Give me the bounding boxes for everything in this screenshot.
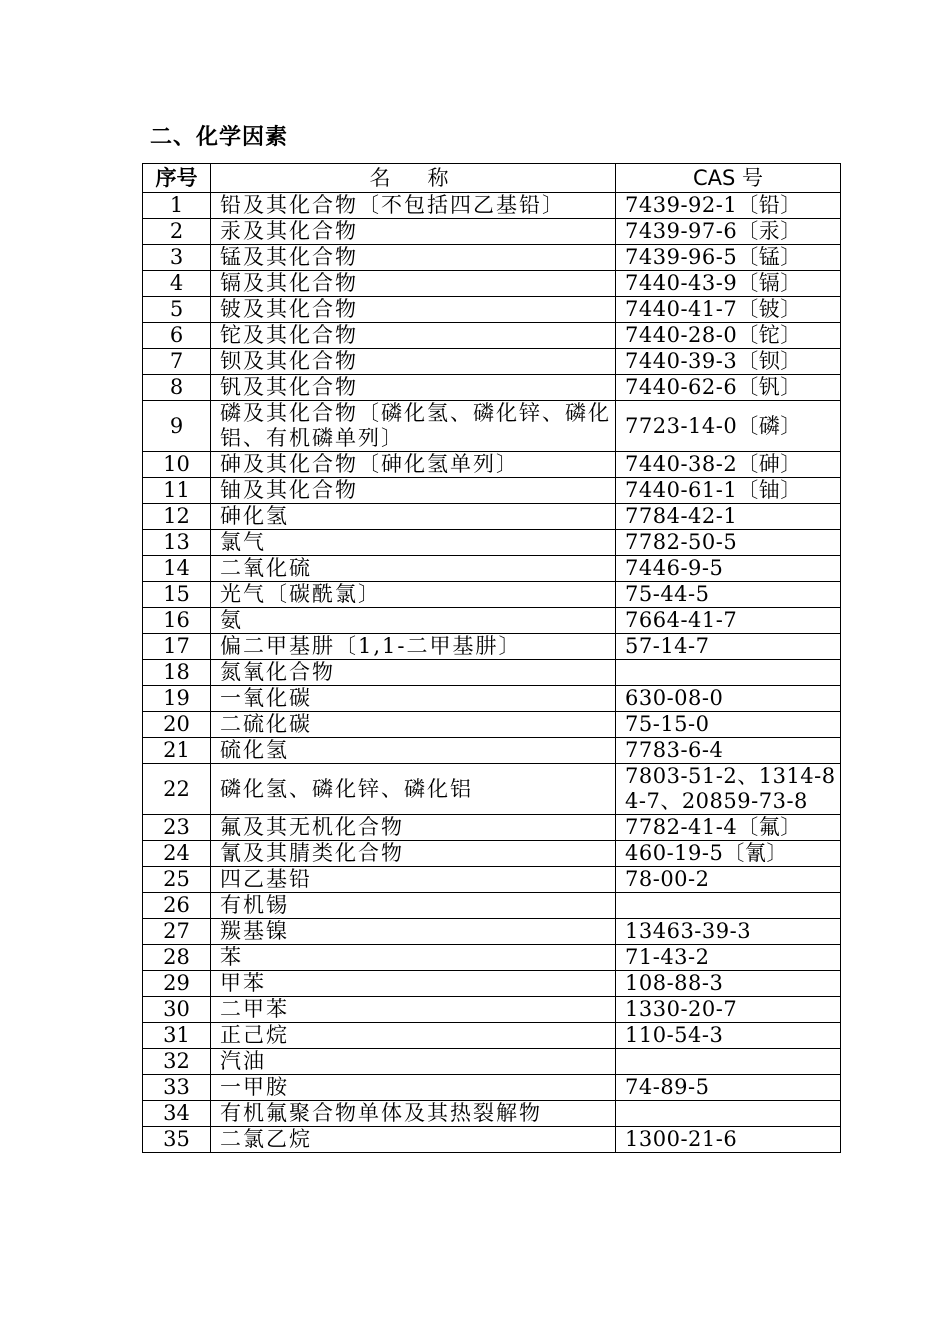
cas-number: 7440-38-2〔砷〕 — [616, 452, 841, 478]
chemical-name: 锰及其化合物 — [211, 245, 616, 271]
cas-number: 7664-41-7 — [616, 608, 841, 634]
table-row — [143, 530, 841, 556]
table-row — [143, 841, 841, 867]
row-number: 28 — [143, 945, 211, 971]
chemical-name: 一氧化碳 — [211, 686, 616, 712]
table-row — [143, 634, 841, 660]
row-number: 24 — [143, 841, 211, 867]
header-name: 名 称 — [211, 164, 616, 193]
table-row — [143, 686, 841, 712]
table-row — [143, 971, 841, 997]
chemical-name: 有机氟聚合物单体及其热裂解物 — [211, 1101, 616, 1127]
chemical-name: 氨 — [211, 608, 616, 634]
chemical-name: 苯 — [211, 945, 616, 971]
table-row — [143, 193, 841, 219]
chemical-name: 二氧化硫 — [211, 556, 616, 582]
cas-number: 7440-39-3〔钡〕 — [616, 349, 841, 375]
cas-number: 460-19-5〔氰〕 — [616, 841, 841, 867]
header-row — [143, 164, 841, 193]
chemical-name: 硫化氢 — [211, 738, 616, 764]
table-row — [143, 556, 841, 582]
cas-number: 7439-97-6〔汞〕 — [616, 219, 841, 245]
row-number: 20 — [143, 712, 211, 738]
row-number: 16 — [143, 608, 211, 634]
row-number: 27 — [143, 919, 211, 945]
chemical-name: 铊及其化合物 — [211, 323, 616, 349]
row-number: 4 — [143, 271, 211, 297]
table-row — [143, 919, 841, 945]
chemical-name: 钡及其化合物 — [211, 349, 616, 375]
chemical-name: 二甲苯 — [211, 997, 616, 1023]
chemical-name: 氰及其腈类化合物 — [211, 841, 616, 867]
row-number: 5 — [143, 297, 211, 323]
table-row — [143, 1075, 841, 1101]
table-row — [143, 478, 841, 504]
cas-number: 57-14-7 — [616, 634, 841, 660]
chemical-name: 砷及其化合物〔砷化氢单列〕 — [211, 452, 616, 478]
row-number: 33 — [143, 1075, 211, 1101]
chemical-name: 镉及其化合物 — [211, 271, 616, 297]
chemical-name: 铍及其化合物 — [211, 297, 616, 323]
row-number: 1 — [143, 193, 211, 219]
row-number: 9 — [143, 401, 211, 452]
cas-number: 7440-28-0〔铊〕 — [616, 323, 841, 349]
row-number: 3 — [143, 245, 211, 271]
cas-number: 7440-43-9〔镉〕 — [616, 271, 841, 297]
cas-number: 78-00-2 — [616, 867, 841, 893]
header-cas: CAS 号 — [616, 164, 841, 193]
chemical-name: 磷化氢、磷化锌、磷化铝 — [211, 764, 616, 815]
cas-number: 13463-39-3 — [616, 919, 841, 945]
cas-number: 7446-9-5 — [616, 556, 841, 582]
cas-number: 7782-41-4〔氟〕 — [616, 815, 841, 841]
section-title: 二、化学因素 — [150, 125, 289, 150]
row-number: 7 — [143, 349, 211, 375]
cas-number: 7439-96-5〔锰〕 — [616, 245, 841, 271]
cas-number: 110-54-3 — [616, 1023, 841, 1049]
cas-number: 7783-6-4 — [616, 738, 841, 764]
table-row — [143, 452, 841, 478]
table-row — [143, 1023, 841, 1049]
row-number: 17 — [143, 634, 211, 660]
chemical-name: 汞及其化合物 — [211, 219, 616, 245]
cas-number — [616, 1101, 841, 1127]
chemical-name: 光气〔碳酰氯〕 — [211, 582, 616, 608]
cas-number: 75-15-0 — [616, 712, 841, 738]
table-row — [143, 764, 841, 815]
chemical-name: 钒及其化合物 — [211, 375, 616, 401]
row-number: 11 — [143, 478, 211, 504]
table-row — [143, 297, 841, 323]
table-row — [143, 608, 841, 634]
row-number: 6 — [143, 323, 211, 349]
row-number: 14 — [143, 556, 211, 582]
row-number: 15 — [143, 582, 211, 608]
chemical-name: 甲苯 — [211, 971, 616, 997]
chemical-name: 羰基镍 — [211, 919, 616, 945]
table-row — [143, 738, 841, 764]
cas-number: 7782-50-5 — [616, 530, 841, 556]
table-row — [143, 401, 841, 452]
chemical-name: 正己烷 — [211, 1023, 616, 1049]
table-row — [143, 349, 841, 375]
cas-number: 1330-20-7 — [616, 997, 841, 1023]
table-row — [143, 582, 841, 608]
cas-number: 74-89-5 — [616, 1075, 841, 1101]
table-row — [143, 997, 841, 1023]
row-number: 19 — [143, 686, 211, 712]
row-number: 32 — [143, 1049, 211, 1075]
chemical-name: 一甲胺 — [211, 1075, 616, 1101]
chemical-name: 有机锡 — [211, 893, 616, 919]
chemical-name: 四乙基铅 — [211, 867, 616, 893]
table-row — [143, 893, 841, 919]
table-row — [143, 1127, 841, 1153]
cas-number — [616, 1049, 841, 1075]
table-row — [143, 945, 841, 971]
chemical-name: 汽油 — [211, 1049, 616, 1075]
row-number: 12 — [143, 504, 211, 530]
table-row — [143, 245, 841, 271]
row-number: 23 — [143, 815, 211, 841]
chemical-name: 氯气 — [211, 530, 616, 556]
row-number: 29 — [143, 971, 211, 997]
table-row — [143, 271, 841, 297]
row-number: 26 — [143, 893, 211, 919]
row-number: 25 — [143, 867, 211, 893]
row-number: 30 — [143, 997, 211, 1023]
row-number: 31 — [143, 1023, 211, 1049]
table-row — [143, 504, 841, 530]
cas-number: 7440-62-6〔钒〕 — [616, 375, 841, 401]
cas-number: 7440-41-7〔铍〕 — [616, 297, 841, 323]
table-row — [143, 712, 841, 738]
row-number: 22 — [143, 764, 211, 815]
chemical-factors-table — [142, 163, 841, 1153]
table-row — [143, 660, 841, 686]
chemical-name: 氮氧化合物 — [211, 660, 616, 686]
cas-number: 75-44-5 — [616, 582, 841, 608]
row-number: 10 — [143, 452, 211, 478]
cas-number: 7440-61-1〔铀〕 — [616, 478, 841, 504]
cas-number: 7723-14-0〔磷〕 — [616, 401, 841, 452]
row-number: 2 — [143, 219, 211, 245]
cas-number: 7803-51-2、1314-84-7、20859-73-8 — [616, 764, 841, 815]
table-row — [143, 1101, 841, 1127]
cas-number: 7439-92-1〔铅〕 — [616, 193, 841, 219]
cas-number: 108-88-3 — [616, 971, 841, 997]
row-number: 18 — [143, 660, 211, 686]
chemical-name: 磷及其化合物〔磷化氢、磷化锌、磷化铝、有机磷单列〕 — [211, 401, 616, 452]
cas-number — [616, 893, 841, 919]
chemical-name: 偏二甲基肼〔1,1-二甲基肼〕 — [211, 634, 616, 660]
cas-number: 1300-21-6 — [616, 1127, 841, 1153]
chemical-name: 二硫化碳 — [211, 712, 616, 738]
header-no: 序号 — [143, 164, 211, 193]
cas-number: 71-43-2 — [616, 945, 841, 971]
row-number: 21 — [143, 738, 211, 764]
table-row — [143, 1049, 841, 1075]
table-body — [143, 193, 841, 1153]
row-number: 13 — [143, 530, 211, 556]
chemical-name: 铀及其化合物 — [211, 478, 616, 504]
table-row — [143, 867, 841, 893]
table-row — [143, 219, 841, 245]
table-row — [143, 375, 841, 401]
cas-number: 7784-42-1 — [616, 504, 841, 530]
chemical-name: 氟及其无机化合物 — [211, 815, 616, 841]
chemical-name: 铅及其化合物〔不包括四乙基铅〕 — [211, 193, 616, 219]
cas-number — [616, 660, 841, 686]
chemical-name: 砷化氢 — [211, 504, 616, 530]
cas-number: 630-08-0 — [616, 686, 841, 712]
chemical-name: 二氯乙烷 — [211, 1127, 616, 1153]
row-number: 35 — [143, 1127, 211, 1153]
table-row — [143, 815, 841, 841]
row-number: 8 — [143, 375, 211, 401]
row-number: 34 — [143, 1101, 211, 1127]
table-row — [143, 323, 841, 349]
